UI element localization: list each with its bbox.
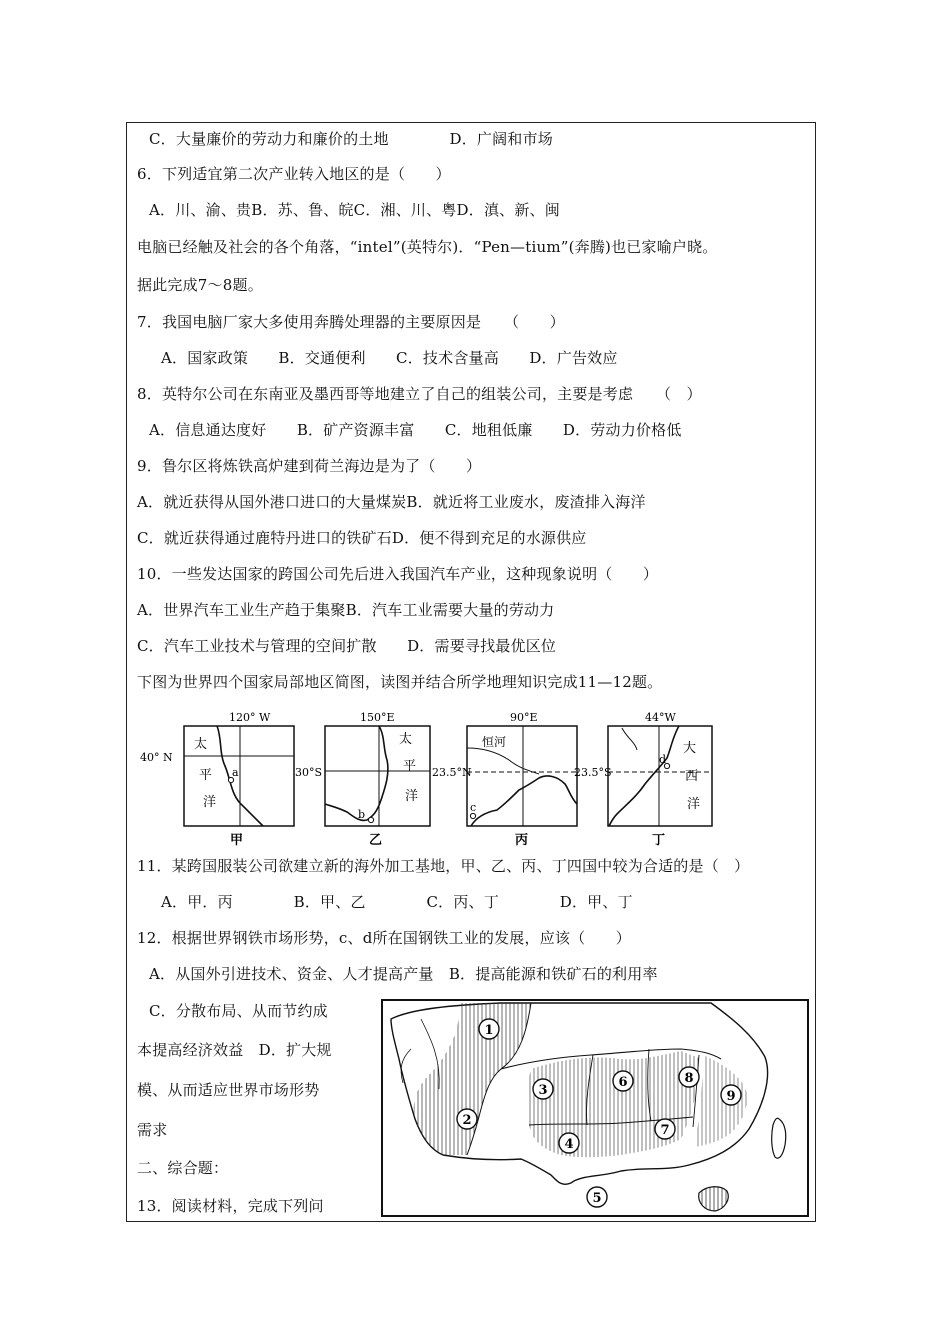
question-6: 6．下列适宜第二次产业转入地区的是（ ）: [137, 165, 451, 183]
region-label: 1: [484, 1023, 494, 1038]
question-12-option-d: 模、从而适应世界市场形势: [137, 1081, 320, 1099]
question-11-options: A．甲．丙 B．甲、乙 C．丙、丁 D．甲、丁: [161, 893, 633, 911]
question-9-options-ab: A．就近获得从国外港口进口的大量煤炭B．就近将工业废水，废渣排入海洋: [137, 493, 646, 511]
map-label: 大: [683, 741, 697, 756]
map-label: 丁: [652, 833, 666, 848]
question-7-options: A．国家政策 B．交通便利 C．技术含量高 D．广告效应: [161, 349, 618, 367]
map-label: 洋: [687, 797, 701, 812]
question-10-options-ab: A．世界汽车工业生产趋于集聚B．汽车工业需要大量的劳动力: [137, 601, 555, 619]
question-11: 11．某跨国服装公司欲建立新的海外加工基地，甲、乙、丙、丁四国中较为合适的是（ ）: [137, 857, 750, 875]
south-china-map: [381, 999, 809, 1217]
region-label: 9: [726, 1089, 736, 1104]
region-label: 2: [462, 1113, 472, 1128]
map-label: 乙: [369, 833, 383, 848]
question-table: [126, 122, 816, 1222]
map-label: c: [470, 801, 477, 814]
question-12-option-c-cont: 本提高经济效益 D．扩大规: [137, 1041, 332, 1059]
map-label: 23.5°N: [432, 766, 472, 779]
map-label: 30°S: [295, 766, 323, 779]
question-12-option-c: C．分散布局、从而节约成: [149, 1002, 328, 1020]
map-label: 40° N: [140, 751, 173, 764]
map-label: 洋: [405, 789, 419, 804]
map-label: d: [659, 753, 667, 766]
map-yi: [295, 711, 430, 848]
map-label: 恒河: [482, 735, 507, 749]
question-9-options-cd: C．就近获得通过鹿特丹进口的铁矿石D．便不得到充足的水源供应: [137, 529, 587, 547]
map-label: 丙: [515, 833, 529, 848]
question-12-options-ab: A．从国外引进技术、资金、人才提高产量 B．提高能源和铁矿石的利用率: [149, 965, 658, 983]
section-heading: 二、综合题：: [137, 1159, 229, 1177]
question-8: 8．英特尔公司在东南亚及墨西哥等地建立了自己的组装公司，主要是考虑 （ ）: [137, 385, 702, 403]
material-text: 电脑已经触及社会的各个角落，“intel”(英特尔)．“Pen—tium”(奔腾)也已家喻户晓。: [137, 238, 718, 256]
question-9: 9．鲁尔区将炼铁高炉建到荷兰海边是为了（ ）: [137, 457, 482, 475]
map-bing: [432, 711, 577, 848]
four-country-maps: [140, 708, 807, 848]
map-jia: [140, 711, 294, 848]
text-line: C．大量廉价的劳动力和廉价的土地 D．广阔和市场: [149, 130, 553, 148]
question-12: 12．根据世界钢铁市场形势，c、d所在国钢铁工业的发展，应该（ ）: [137, 929, 631, 947]
region-label: 3: [538, 1083, 548, 1098]
map-label: 太: [194, 737, 208, 752]
map-label: 平: [403, 759, 417, 774]
region-label: 7: [660, 1123, 670, 1138]
question-13: 13．阅读材料，完成下列问: [137, 1197, 324, 1215]
map-label: 洋: [203, 795, 217, 810]
map-label: b: [358, 808, 366, 821]
question-10: 10．一些发达国家的跨国公司先后进入我国汽车产业，这种现象说明（ ）: [137, 565, 659, 583]
region-label: 5: [592, 1191, 602, 1206]
map-label: 平: [199, 768, 213, 783]
map-label: 150°E: [360, 711, 395, 724]
region-label: 6: [618, 1075, 628, 1090]
map-label: 44°W: [645, 711, 676, 724]
question-6-options: A．川、渝、贵B．苏、鲁、皖C．湘、川、粤D．滇、新、闽: [149, 201, 560, 219]
map-label: 太: [399, 732, 413, 747]
map-label: 甲: [230, 833, 244, 848]
map-label: 西: [685, 769, 699, 784]
map-label: 90°E: [510, 711, 538, 724]
region-label: 8: [684, 1071, 694, 1086]
map-label: 120° W: [229, 711, 271, 724]
material-text-2: 据此完成7～8题。: [137, 276, 263, 294]
question-8-options: A．信息通达度好 B．矿产资源丰富 C．地租低廉 D．劳动力价格低: [149, 421, 682, 439]
question-10-options-cd: C．汽车工业技术与管理的空间扩散 D．需要寻找最优区位: [137, 637, 557, 655]
map-label: 23.5°S: [574, 766, 612, 779]
map-ding: [574, 711, 712, 848]
question-7: 7．我国电脑厂家大多使用奔腾处理器的主要原因是 （ ）: [137, 313, 565, 331]
figure-intro: 下图为世界四个国家局部地区简图，读图并结合所学地理知识完成11—12题。: [137, 673, 663, 691]
region-label: 4: [564, 1137, 574, 1152]
question-12-option-d-cont: 需求: [137, 1121, 168, 1139]
map-label: a: [232, 766, 239, 779]
